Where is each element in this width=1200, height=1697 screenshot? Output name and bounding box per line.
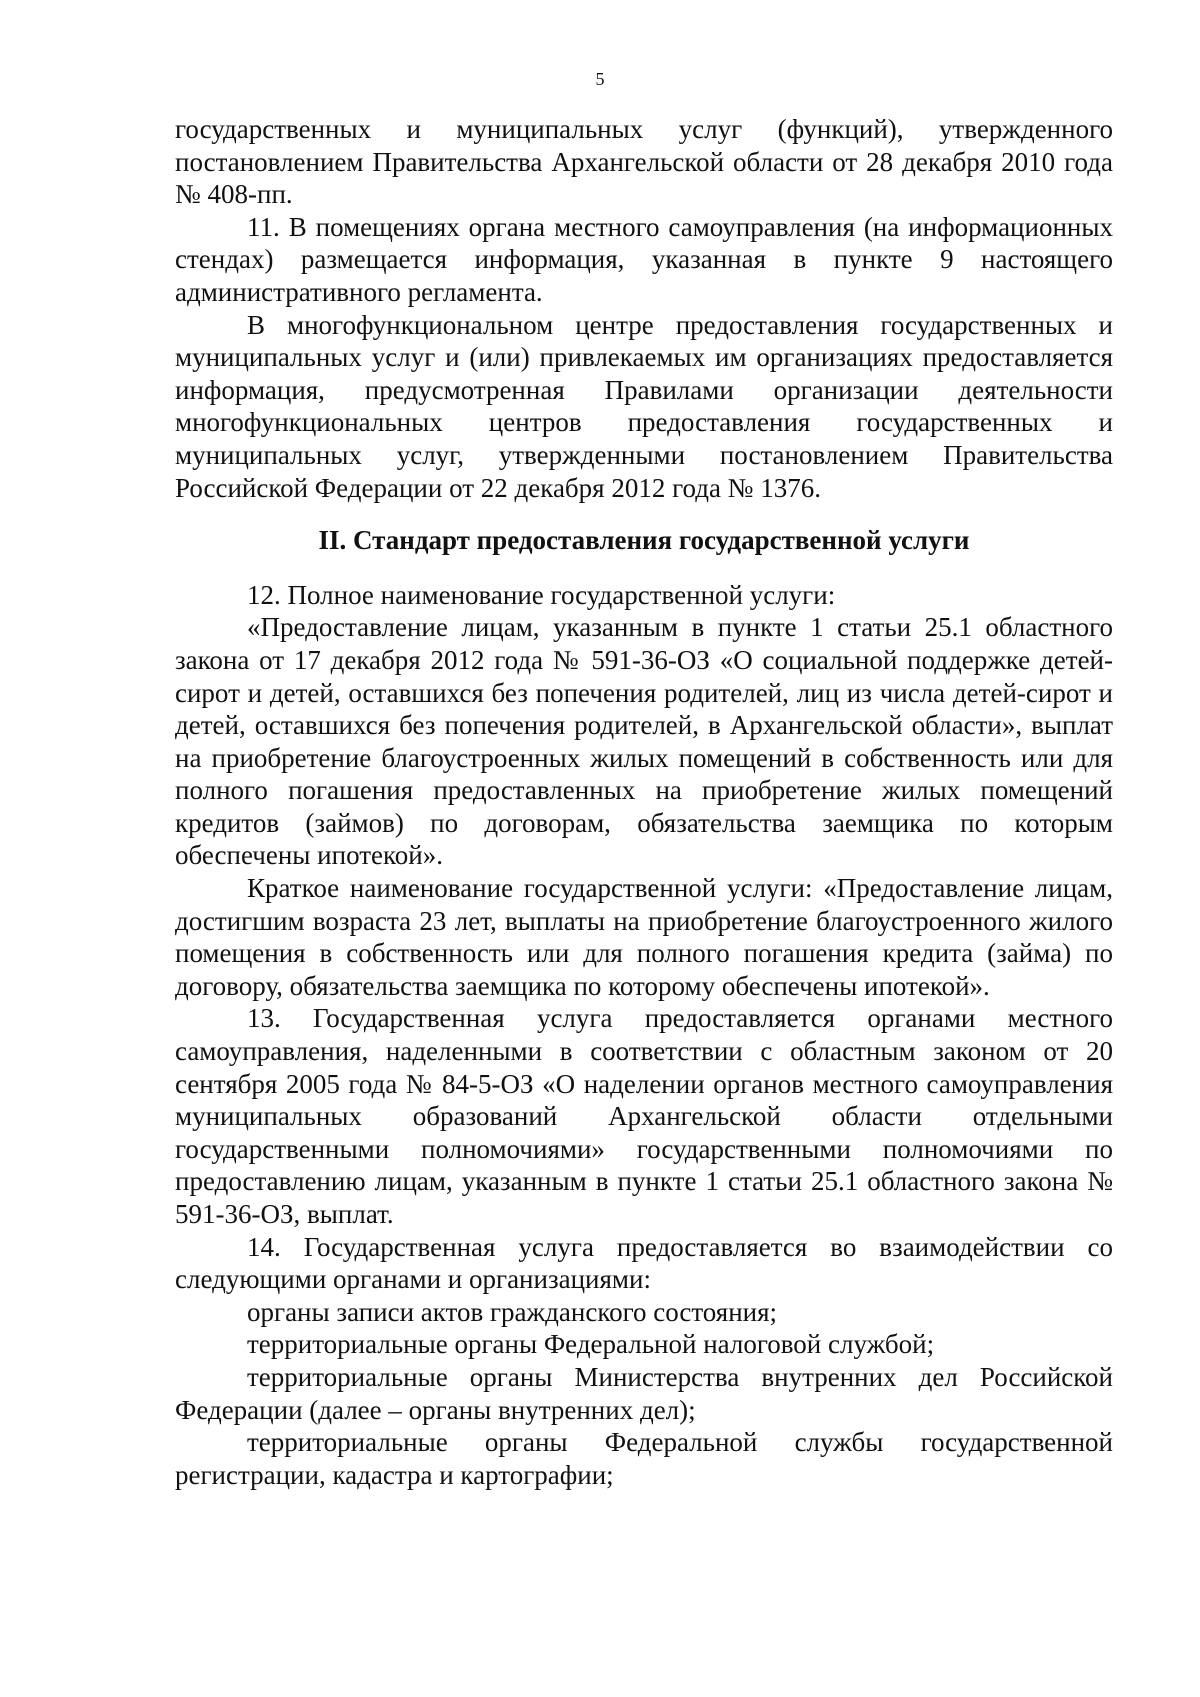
list-item-registration-service: территориальные органы Федеральной службы государственной регистрации, кадастра и картографии; (175, 1427, 1113, 1490)
page-number: 5 (595, 69, 605, 89)
section-heading: II. Стандарт предоставления государственной услуги (318, 525, 970, 556)
paragraph-continuation: государственных и муниципальных услуг (функций), утвержденного постановлением Правительства Архангельской области от 28 декабря 2010 года № 408-пп. (175, 114, 1113, 210)
paragraph-mfc-information: В многофункциональном центре предоставления государственных и муниципальных услуг и (или) привлекаемых им организациях предоставляется информация, предусмотренная Правилами организации деятельности многофункциональных центров предоставления государственных и муниципальных услуг, утвержденными постановлением Правительства Российской Федерации от 22 декабря 2012 года № 1376. (175, 309, 1113, 503)
paragraph-item-11: 11. В помещениях органа местного самоуправления (на информационных стендах) размещается информация, указанная в пункте 9 настоящего административного регламента. (175, 211, 1113, 307)
paragraph-item-14: 14. Государственная услуга предоставляется во взаимодействии со следующими органами и организациями: (175, 1231, 1113, 1295)
paragraph-item-13: 13. Государственная услуга предоставляется органами местного самоуправления, наделенными в соответствии с областным законом от 20 сентября 2005 года № 84-5-ОЗ «О наделении органов местного самоуправления муниципальных образований Архангельской области отдельными государственными полномочиями» государственными полномочиями по предоставлению лицам, указанным в пункте 1 статьи 25.1 областного закона № 591-36-ОЗ, выплат. (175, 1003, 1113, 1229)
list-item-civil-registry: органы записи актов гражданского состояния; (247, 1296, 778, 1327)
document-body (175, 113, 1113, 1491)
list-item-internal-affairs: территориальные органы Министерства внутренних дел Российской Федерации (далее – органы внутренних дел); (175, 1361, 1113, 1425)
list-item-tax-service: территориальные органы Федеральной налоговой службой; (247, 1329, 935, 1360)
paragraph-full-service-name: «Предоставление лицам, указанным в пункте 1 статьи 25.1 областного закона от 17 декабря 2012 года № 591-36-ОЗ «О социальной поддержке детей-сирот и детей, оставшихся без попечения родителей, лиц из числа детей-сирот и детей, оставшихся без попечения родителей, в Архангельской области», выплат на приобретение благоустроенных жилых помещений в собственность или для полного погашения предоставленных на приобретение жилых помещений кредитов (займов) по договорам, обязательства заемщика по которым обеспечены ипотекой». (175, 612, 1113, 871)
paragraph-item-12: 12. Полное наименование государственной услуги: (247, 579, 836, 610)
paragraph-short-service-name: Краткое наименование государственной услуги: «Предоставление лицам, достигшим возраста 23 лет, выплаты на приобретение благоустроенного жилого помещения в собственность или для полного погашения кредита (займа) по договору, обязательства заемщика по которому обеспечены ипотекой». (175, 873, 1113, 1001)
